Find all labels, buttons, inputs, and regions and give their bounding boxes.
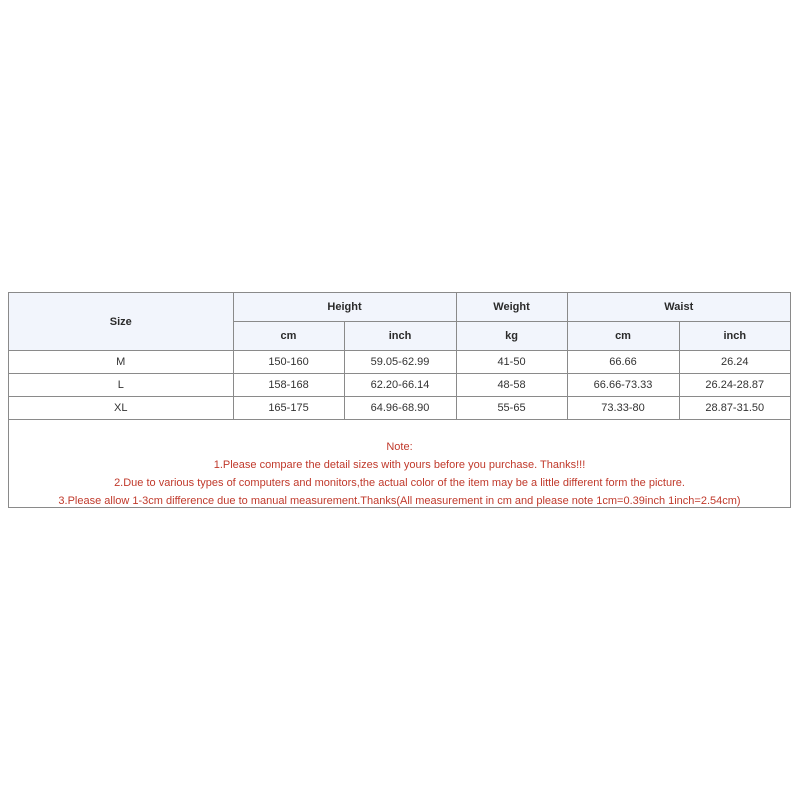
weight-kg-header: kg bbox=[456, 322, 567, 351]
weight-kg-cell: 41-50 bbox=[456, 351, 567, 374]
height-inch-cell: 62.20-66.14 bbox=[344, 374, 456, 397]
waist-group-header: Waist bbox=[567, 293, 790, 322]
waist-inch-cell: 26.24 bbox=[679, 351, 790, 374]
note-line: 2.Due to various types of computers and monitors,the actual color of the item may be a little different form the picture. bbox=[114, 477, 685, 489]
table-row bbox=[9, 351, 790, 374]
height-cm-cell: 150-160 bbox=[233, 351, 344, 374]
note-title: Note: bbox=[386, 441, 413, 453]
waist-cm-header: cm bbox=[567, 322, 679, 351]
height-inch-header: inch bbox=[344, 322, 456, 351]
note-line: 3.Please allow 1-3cm difference due to manual measurement.Thanks(All measurement in cm and please note 1cm=0.39inch 1inch=2.54cm) bbox=[58, 495, 741, 507]
weight-kg-cell: 48-58 bbox=[456, 374, 567, 397]
height-cm-cell: 158-168 bbox=[233, 374, 344, 397]
table-row bbox=[9, 374, 790, 397]
size-cell: M bbox=[9, 351, 233, 374]
waist-cm-cell: 66.66 bbox=[567, 351, 679, 374]
size-cell: L bbox=[9, 374, 233, 397]
notes-section bbox=[9, 420, 790, 510]
weight-group-header: Weight bbox=[456, 293, 567, 322]
waist-inch-header: inch bbox=[679, 322, 790, 351]
height-inch-cell: 59.05-62.99 bbox=[344, 351, 456, 374]
table-row bbox=[9, 397, 790, 420]
waist-inch-cell: 26.24-28.87 bbox=[679, 374, 790, 397]
waist-cm-cell: 66.66-73.33 bbox=[567, 374, 679, 397]
size-chart bbox=[8, 292, 791, 508]
note-line: 1.Please compare the detail sizes with yours before you purchase. Thanks!!! bbox=[213, 459, 586, 471]
height-group-header: Height bbox=[233, 293, 456, 322]
weight-kg-cell: 55-65 bbox=[456, 397, 567, 420]
height-inch-cell: 64.96-68.90 bbox=[344, 397, 456, 420]
size-table bbox=[9, 293, 790, 420]
waist-inch-cell: 28.87-31.50 bbox=[679, 397, 790, 420]
height-cm-cell: 165-175 bbox=[233, 397, 344, 420]
size-cell: XL bbox=[9, 397, 233, 420]
size-column-header: Size bbox=[9, 293, 233, 351]
height-cm-header: cm bbox=[233, 322, 344, 351]
waist-cm-cell: 73.33-80 bbox=[567, 397, 679, 420]
